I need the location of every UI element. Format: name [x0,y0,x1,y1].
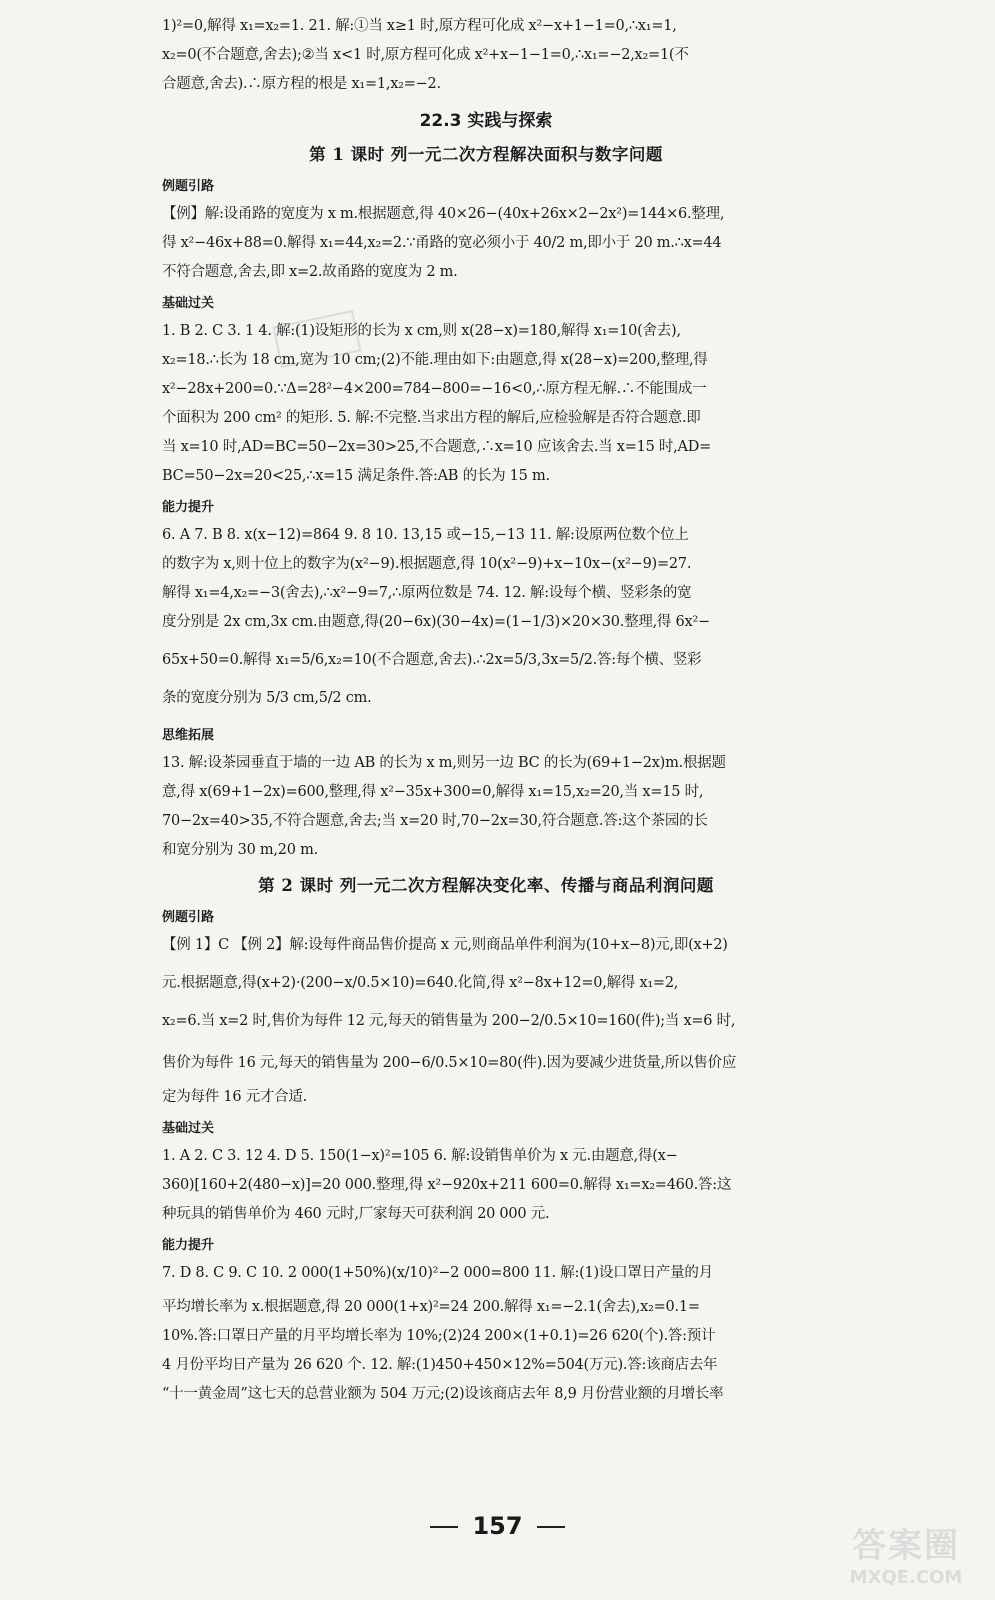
lesson1-title: 第 1 课时 列一元二次方程解决面积与数字问题 [309,145,663,164]
text-line: 个面积为 200 cm² 的矩形. 5. 解:不完整.当求出方程的解后,应检验解是否符合题意.即 [162,410,701,426]
lesson2-title: 第 2 课时 列一元二次方程解决变化率、传播与商品利润问题 [258,876,714,895]
text-line: x₂=18.∴长为 18 cm,宽为 10 cm;(2)不能.理由如下:由题意,得 x(28−x)=200,整理,得 [162,352,708,368]
text-line: BC=50−2x=20<25,∴x=15 满足条件.答:AB 的长为 15 m. [162,468,550,484]
section-title: 22.3 实践与探索 [419,111,553,131]
text-line: 平均增长率为 x.根据题意,得 20 000(1+x)²=24 200.解得 x₁=−2.1(舍去),x₂=0.1= [162,1299,700,1315]
text-line: 得 x²−46x+88=0.解得 x₁=44,x₂=2.∵甬路的宽必须小于 40/2 m,即小于 20 m.∴x=44 [162,235,722,251]
lesson1-basic-heading: 基础过关 [162,296,215,311]
lesson2-basic-heading: 基础过关 [162,1121,215,1136]
page-number-dash-right [537,1526,565,1528]
lesson2-ability-heading: 能力提升 [162,1238,215,1253]
text-line: 【例】解:设甬路的宽度为 x m.根据题意,得 40×26−(40x+26x×2−2x²)=144×6.整理, [162,206,725,222]
text-line: 70−2x=40>35,不符合题意,舍去;当 x=20 时,70−2x=30,符合题意.答:这个茶园的长 [162,813,708,829]
text-line: 1. B 2. C 3. 1 4. 解:(1)设矩形的长为 x cm,则 x(28−x)=180,解得 x₁=10(舍去), [162,323,681,339]
top-block [162,18,810,92]
text-line: 7. D 8. C 9. C 10. 2 000(1+50%)(x/10)²−2 000=800 11. 解:(1)设口罩日产量的月 [162,1265,713,1281]
text-line: 意,得 x(69+1−2x)=600,整理,得 x²−35x+300=0,解得 x₁=15,x₂=20,当 x=15 时, [162,784,704,800]
text-line: 售价为每件 16 元,每天的销售量为 200−6/0.5×10=80(件).因为要减少进货量,所以售价应 [162,1055,737,1071]
text-line: 【例 1】C 【例 2】解:设每件商品售价提高 x 元,则商品单件利润为(10+x−8)元,即(x+2) [162,937,728,953]
text-line: 条的宽度分别为 5/3 cm,5/2 cm. [162,690,372,706]
lesson1-example-heading: 例题引路 [162,179,215,194]
text-line: 65x+50=0.解得 x₁=5/6,x₂=10(不合题意,舍去).∴2x=5/3,3x=5/2.答:每个横、竖彩 [162,652,702,668]
lesson1-thinking-heading: 思维拓展 [162,728,215,743]
page-content [162,18,810,1402]
text-line: 合题意,舍去).∴原方程的根是 x₁=1,x₂=−2. [162,76,441,92]
text-line: 4 月份平均日产量为 26 620 个. 12. 解:(1)450+450×12%=504(万元).答:该商店去年 [162,1357,718,1373]
lesson1-ability-heading: 能力提升 [162,500,215,515]
text-line: 解得 x₁=4,x₂=−3(舍去),∴x²−9=7,∴原两位数是 74. 12. 解:设每个横、竖彩条的宽 [162,585,692,601]
text-line: x₂=0(不合题意,舍去);②当 x<1 时,原方程可化成 x²+x−1−1=0,∴x₁=−2,x₂=1(不 [162,47,689,63]
watermark-url: MXQE.COM [849,1567,963,1588]
text-line: 1)²=0,解得 x₁=x₂=1. 21. 解:①当 x≥1 时,原方程可化成 x²−x+1−1=0,∴x₁=1, [162,18,677,34]
text-line: 13. 解:设茶园垂直于墙的一边 AB 的长为 x m,则另一边 BC 的长为(69+1−2x)m.根据题 [162,755,726,771]
text-line: x²−28x+200=0.∵Δ=28²−4×200=784−800=−16<0,∴原方程无解.∴不能围成一 [162,381,707,397]
text-line: 当 x=10 时,AD=BC=50−2x=30>25,不合题意,∴x=10 应该舍去.当 x=15 时,AD= [162,439,712,455]
lesson2-example-heading: 例题引路 [162,910,215,925]
text-line: 和宽分别为 30 m,20 m. [162,842,318,858]
watermark [831,1518,981,1590]
text-line: 的数字为 x,则十位上的数字为(x²−9).根据题意,得 10(x²−9)+x−10x−(x²−9)=27. [162,556,692,572]
text-line: 1. A 2. C 3. 12 4. D 5. 150(1−x)²=105 6. 解:设销售单价为 x 元.由题意,得(x− [162,1148,678,1164]
watermark-logo: 答案圈 [852,1526,960,1566]
text-line: 6. A 7. B 8. x(x−12)=864 9. 8 10. 13,15 或−15,−13 11. 解:设原两位数个位上 [162,527,689,543]
page-number-text: 157 [472,1512,523,1540]
text-line: x₂=6.当 x=2 时,售价为每件 12 元,每天的销售量为 200−2/0.5×10=160(件);当 x=6 时, [162,1013,736,1029]
text-line: 360)[160+2(480−x)]=20 000.整理,得 x²−920x+211 600=0.解得 x₁=x₂=460.答:这 [162,1177,732,1193]
page-number-dash-left [430,1526,458,1528]
text-line: 种玩具的销售单价为 460 元时,厂家每天可获利润 20 000 元. [162,1206,550,1222]
text-line: 元.根据题意,得(x+2)·(200−x/0.5×10)=640.化简,得 x²−8x+12=0,解得 x₁=2, [162,975,679,991]
text-line: “十一黄金周”这七天的总营业额为 504 万元;(2)设该商店去年 8,9 月份营业额的月增长率 [162,1386,724,1402]
text-line: 定为每件 16 元才合适. [162,1089,308,1105]
text-line: 10%.答:口罩日产量的月平均增长率为 10%;(2)24 200×(1+0.1)=26 620(个).答:预计 [162,1328,716,1344]
text-line: 不符合题意,舍去,即 x=2.故甬路的宽度为 2 m. [162,264,458,280]
text-line: 度分别是 2x cm,3x cm.由题意,得(20−6x)(30−4x)=(1−1/3)×20×30.整理,得 6x²− [162,614,710,630]
